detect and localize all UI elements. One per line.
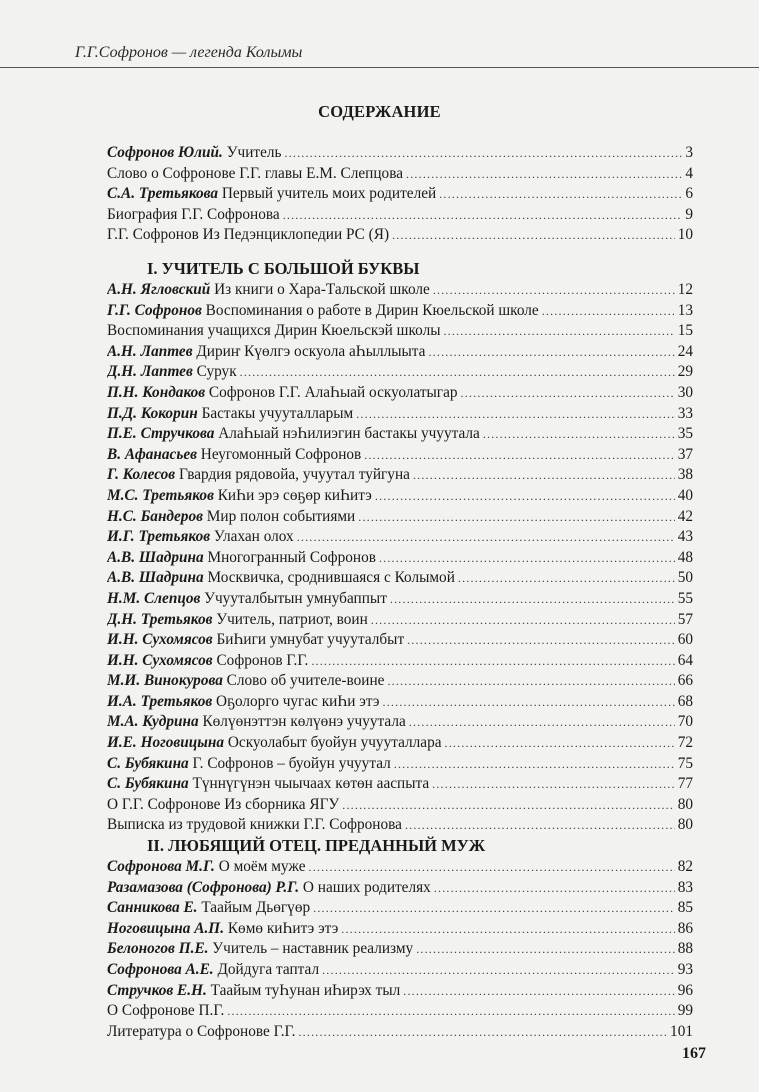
entry-title: Таайым Дьөгүөр <box>201 899 311 917</box>
toc-entry <box>107 630 693 651</box>
toc-entry <box>107 610 693 631</box>
entry-title: БиҺиги умнубат учууталбыт <box>216 631 405 649</box>
entry-title: Неугомонный Софронов <box>200 445 362 463</box>
entry-page: 80 <box>677 795 693 813</box>
entry-page: 86 <box>677 919 693 937</box>
entry-text <box>107 712 406 733</box>
entry-author: И.Е. Ноговицына <box>107 734 225 752</box>
entry-text <box>107 1001 224 1022</box>
toc-entry <box>107 445 693 466</box>
entry-page: 55 <box>677 589 693 607</box>
entry-page: 72 <box>677 734 693 752</box>
toc-entry <box>107 280 693 301</box>
dot-leader <box>416 939 675 960</box>
entry-title: Учитель <box>226 144 282 161</box>
dot-leader <box>375 486 675 507</box>
dot-leader <box>406 164 682 185</box>
toc-entry <box>107 960 693 981</box>
entry-text <box>107 939 413 960</box>
entry-author: И.Н. Сухомясов <box>107 651 213 669</box>
entry-page: 24 <box>677 342 693 360</box>
entry-title: Учитель, патриот, воин <box>216 610 368 628</box>
entry-title: Таайым туҺунан иҺирэх тыл <box>210 981 401 999</box>
entry-text <box>107 225 389 246</box>
entry-author: Н.С. Бандеров <box>107 507 203 525</box>
entry-title: Сурук <box>196 363 237 381</box>
entry-text <box>107 898 310 919</box>
entry-title: Көлүөнэттэн көлүөнэ учуутала <box>202 713 406 731</box>
entry-title: АлаҺыай нэҺилиэгин бастакы учуутала <box>218 425 480 443</box>
toc-entry <box>107 301 693 322</box>
dot-leader <box>394 754 675 775</box>
dot-leader <box>458 568 675 589</box>
entry-title: Биография Г.Г. Софронова <box>107 205 280 223</box>
entry-author: М.С. Третьяков <box>107 486 214 504</box>
toc-entry <box>107 568 693 589</box>
toc-entry <box>107 424 693 445</box>
entry-author: Софронов Юлий. <box>107 144 223 161</box>
entry-title: Г. Софронов – буойун учуутал <box>192 754 391 772</box>
toc-entry <box>107 795 693 816</box>
dot-leader <box>392 225 675 246</box>
entry-page: 70 <box>677 713 693 731</box>
toc-entry <box>107 815 693 836</box>
entry-author: М.И. Винокурова <box>107 672 223 690</box>
entry-text <box>107 184 436 205</box>
dot-leader <box>407 630 675 651</box>
entry-title: Слово об учителе-воине <box>226 672 385 690</box>
entry-text <box>107 651 308 672</box>
entry-title: Гвардия рядовойа, учуутал туйгуна <box>178 466 410 484</box>
dot-leader <box>409 712 675 733</box>
entry-text <box>107 321 440 342</box>
entry-title: КиҺи эрэ сөҕөр киҺитэ <box>217 486 372 504</box>
dot-leader <box>413 465 675 486</box>
entry-title: Дойдуга таптал <box>217 960 320 978</box>
entry-text <box>107 857 306 878</box>
entry-title: Воспоминания учащихся Дирин Кюельскэй школы <box>107 322 441 340</box>
entry-text <box>107 465 410 486</box>
entry-page: 83 <box>677 878 693 896</box>
entry-title: Слово о Софронове Г.Г. главы Е.М. Слепцова <box>107 164 404 182</box>
dot-leader <box>483 424 675 445</box>
entry-title: Оҕолорго чугас киҺи этэ <box>216 692 380 710</box>
entry-author: А.В. Шадрина <box>107 548 204 566</box>
entry-page: 77 <box>677 775 693 793</box>
entry-author: С. Бубякина <box>107 775 189 793</box>
entry-title: Софронов Г.Г. АлаҺыай оскуолатыгар <box>208 383 458 401</box>
entry-text <box>107 164 403 185</box>
toc-entry <box>107 225 693 246</box>
entry-author: Белоногов П.Е. <box>107 940 209 958</box>
entry-text <box>107 878 431 899</box>
dot-leader <box>445 733 675 754</box>
entry-title: Оскуолабыт буойун учууталлара <box>227 734 442 752</box>
entry-title: Литература о Софронове Г.Г. <box>107 1022 296 1040</box>
entry-text <box>107 362 237 383</box>
entry-page: 3 <box>685 144 693 161</box>
toc-entry <box>107 981 693 1002</box>
entry-page: 37 <box>677 445 693 463</box>
entry-page: 10 <box>677 226 693 244</box>
toc-entry <box>107 939 693 960</box>
dot-leader <box>356 404 674 425</box>
entry-text <box>107 301 539 322</box>
dot-leader <box>309 857 675 878</box>
dot-leader <box>313 898 675 919</box>
section-heading: II. ЛЮБЯЩИЙ ОТЕЦ. ПРЕДАННЫЙ МУЖ <box>147 836 486 855</box>
entry-text <box>107 280 430 301</box>
entry-title: О Г.Г. Софронове Из сборника ЯГУ <box>107 795 340 813</box>
entry-title: Многогранный Софронов <box>207 548 376 566</box>
toc-section-1 <box>107 258 693 836</box>
entry-title: О Софронове П.Г. <box>107 1002 225 1020</box>
dot-leader <box>298 1022 667 1043</box>
entry-title: О моём муже <box>218 858 306 875</box>
entry-page: 42 <box>677 507 693 525</box>
entry-author: А.Н. Ягловский <box>107 281 211 298</box>
entry-text <box>107 507 355 528</box>
entry-title: Дириҥ Күөлгэ оскуола аҺыллыыта <box>196 342 426 360</box>
entry-author: П.Е. Стручкова <box>107 425 215 443</box>
entry-text <box>107 754 391 775</box>
entry-text <box>107 205 280 226</box>
entry-title: Москвичка, сроднившаяся с Колымой <box>207 569 455 587</box>
entry-title: Софронов Г.Г. <box>216 651 309 669</box>
toc-entry <box>107 404 693 425</box>
dot-leader <box>342 795 674 816</box>
entry-author: Софронова М.Г. <box>107 858 215 875</box>
toc-entry <box>107 383 693 404</box>
entry-text <box>107 383 458 404</box>
dot-leader <box>387 671 674 692</box>
toc-entry <box>107 143 693 164</box>
entry-text <box>107 589 387 610</box>
entry-author: И.А. Третьяков <box>107 692 213 710</box>
entry-page: 60 <box>677 631 693 649</box>
toc-entry <box>107 164 693 185</box>
dot-leader <box>379 548 675 569</box>
entry-title: Учууталбытын умнубаппыт <box>204 589 387 607</box>
toc-entry <box>107 898 693 919</box>
entry-text <box>107 424 480 445</box>
toc-entry <box>107 362 693 383</box>
toc-entry <box>107 1001 693 1022</box>
entry-title: Г.Г. Софронов Из Педэнциклопедии РС (Я) <box>107 226 390 244</box>
entry-title: Первый учитель моих родителей <box>221 185 437 203</box>
entry-text <box>107 981 400 1002</box>
entry-page: 93 <box>677 960 693 978</box>
toc-intro <box>107 143 693 246</box>
section-heading: I. УЧИТЕЛЬ С БОЛЬШОЙ БУКВЫ <box>147 259 420 278</box>
dot-leader <box>297 527 675 548</box>
entry-author: М.А. Кудрина <box>107 713 199 731</box>
dot-leader <box>403 981 674 1002</box>
dot-leader <box>432 774 675 795</box>
entry-page: 38 <box>677 466 693 484</box>
entry-text <box>107 960 319 981</box>
toc-entry <box>107 651 693 672</box>
entry-text <box>107 692 380 713</box>
dot-leader <box>434 878 675 899</box>
entry-author: А.Н. Лаптев <box>107 342 193 360</box>
entry-author: Д.Н. Лаптев <box>107 363 193 381</box>
entry-page: 40 <box>677 486 693 504</box>
toc-entry <box>107 774 693 795</box>
entry-text <box>107 630 404 651</box>
toc-section-2 <box>107 835 693 1042</box>
toc-entry <box>107 712 693 733</box>
entry-page: 101 <box>670 1022 693 1040</box>
entry-page: 68 <box>677 692 693 710</box>
dot-leader <box>461 383 675 404</box>
entry-page: 64 <box>677 651 693 669</box>
toc-entry <box>107 733 693 754</box>
dot-leader <box>240 362 675 383</box>
entry-page: 50 <box>677 569 693 587</box>
entry-text <box>107 919 338 940</box>
entry-page: 85 <box>677 899 693 917</box>
entry-page: 6 <box>685 185 693 203</box>
dot-leader <box>283 205 683 226</box>
toc-entry <box>107 465 693 486</box>
dot-leader <box>433 280 675 301</box>
dot-leader <box>383 692 675 713</box>
entry-author: С.А. Третьякова <box>107 185 219 203</box>
entry-text <box>107 671 384 692</box>
entry-text <box>107 610 368 631</box>
entry-title: Бастакы учууталларым <box>201 404 354 422</box>
running-head: Г.Г.Софронов — легенда Колымы <box>75 44 303 61</box>
entry-title: Учитель – наставник реализму <box>212 940 414 958</box>
toc-entry <box>107 527 693 548</box>
page-number: 167 <box>682 1045 706 1062</box>
dot-leader <box>311 651 674 672</box>
entry-author: Разамазова (Софронова) Р.Г. <box>107 878 300 896</box>
entry-text <box>107 733 442 754</box>
toc-entry <box>107 692 693 713</box>
entry-page: 80 <box>677 816 693 834</box>
entry-text <box>107 774 429 795</box>
entry-page: 96 <box>677 981 693 999</box>
entry-page: 88 <box>677 940 693 958</box>
dot-leader <box>405 815 675 836</box>
entry-author: И.Г. Третьяков <box>107 528 211 546</box>
dot-leader <box>428 342 674 363</box>
entry-title: Выписка из трудовой книжки Г.Г. Софронова <box>107 816 402 834</box>
dot-leader <box>358 507 674 528</box>
entry-author: П.Н. Кондаков <box>107 383 206 401</box>
entry-page: 57 <box>677 610 693 628</box>
entry-text <box>107 548 376 569</box>
header-rule <box>0 67 759 68</box>
dot-leader <box>443 321 674 342</box>
entry-page: 9 <box>685 205 693 223</box>
entry-text <box>107 143 281 164</box>
toc-entry <box>107 1022 693 1043</box>
dot-leader <box>371 610 675 631</box>
dot-leader <box>227 1001 674 1022</box>
entry-text <box>107 404 353 425</box>
toc-entry <box>107 184 693 205</box>
entry-text <box>107 795 339 816</box>
toc-entry <box>107 671 693 692</box>
entry-title: Мир полон событиями <box>206 507 356 525</box>
entry-author: Н.М. Слепцов <box>107 589 201 607</box>
toc-entry <box>107 857 693 878</box>
entry-author: Ноговицына А.П. <box>107 919 225 937</box>
entry-text <box>107 527 294 548</box>
entry-page: 75 <box>677 754 693 772</box>
entry-page: 48 <box>677 548 693 566</box>
entry-title: Көмө киҺитэ этэ <box>227 919 339 937</box>
toc-entry <box>107 342 693 363</box>
entry-page: 66 <box>677 672 693 690</box>
entry-text <box>107 568 455 589</box>
entry-text <box>107 486 372 507</box>
entry-page: 29 <box>677 363 693 381</box>
entry-author: Д.Н. Третьяков <box>107 610 213 628</box>
dot-leader <box>322 960 675 981</box>
entry-page: 12 <box>677 281 693 298</box>
entry-text <box>107 342 425 363</box>
entry-page: 4 <box>685 164 693 182</box>
entry-page: 99 <box>677 1002 693 1020</box>
entry-page: 35 <box>677 425 693 443</box>
dot-leader <box>390 589 675 610</box>
entry-page: 15 <box>677 322 693 340</box>
toc-entry <box>107 754 693 775</box>
toc-title: СОДЕРЖАНИЕ <box>318 102 441 121</box>
entry-text <box>107 815 402 836</box>
toc-entry <box>107 589 693 610</box>
entry-author: А.В. Шадрина <box>107 569 204 587</box>
entry-title: О наших родителях <box>302 878 431 896</box>
entry-author: Санникова Е. <box>107 899 198 917</box>
toc-entry <box>107 548 693 569</box>
entry-author: П.Д. Кокорин <box>107 404 198 422</box>
entry-title: Воспоминания о работе в Дирин Кюельской школе <box>205 301 539 319</box>
entry-author: С. Бубякина <box>107 754 189 772</box>
entry-author: Софронова А.Е. <box>107 960 214 978</box>
entry-title: Түннүгүнэн чыычаах көтөн ааспыта <box>192 775 430 793</box>
entry-page: 13 <box>677 301 693 319</box>
dot-leader <box>542 301 675 322</box>
entry-page: 33 <box>677 404 693 422</box>
entry-page: 82 <box>677 858 693 875</box>
entry-page: 30 <box>677 383 693 401</box>
entry-text <box>107 1022 295 1043</box>
toc-entry <box>107 205 693 226</box>
entry-title: Из книги о Хара-Тальской школе <box>214 281 430 298</box>
dot-leader <box>341 919 674 940</box>
entry-author: Г.Г. Софронов <box>107 301 202 319</box>
dot-leader <box>364 445 674 466</box>
toc-entry <box>107 919 693 940</box>
dot-leader <box>439 184 682 205</box>
toc-entry <box>107 878 693 899</box>
entry-author: И.Н. Сухомясов <box>107 631 213 649</box>
entry-page: 43 <box>677 528 693 546</box>
entry-text <box>107 445 361 466</box>
entry-author: Стручков Е.Н. <box>107 981 207 999</box>
toc-entry <box>107 321 693 342</box>
dot-leader <box>284 143 682 164</box>
entry-title: Улахан олох <box>213 528 294 546</box>
toc-entry <box>107 507 693 528</box>
entry-author: В. Афанасьев <box>107 445 197 463</box>
toc-entry <box>107 486 693 507</box>
entry-author: Г. Колесов <box>107 466 176 484</box>
